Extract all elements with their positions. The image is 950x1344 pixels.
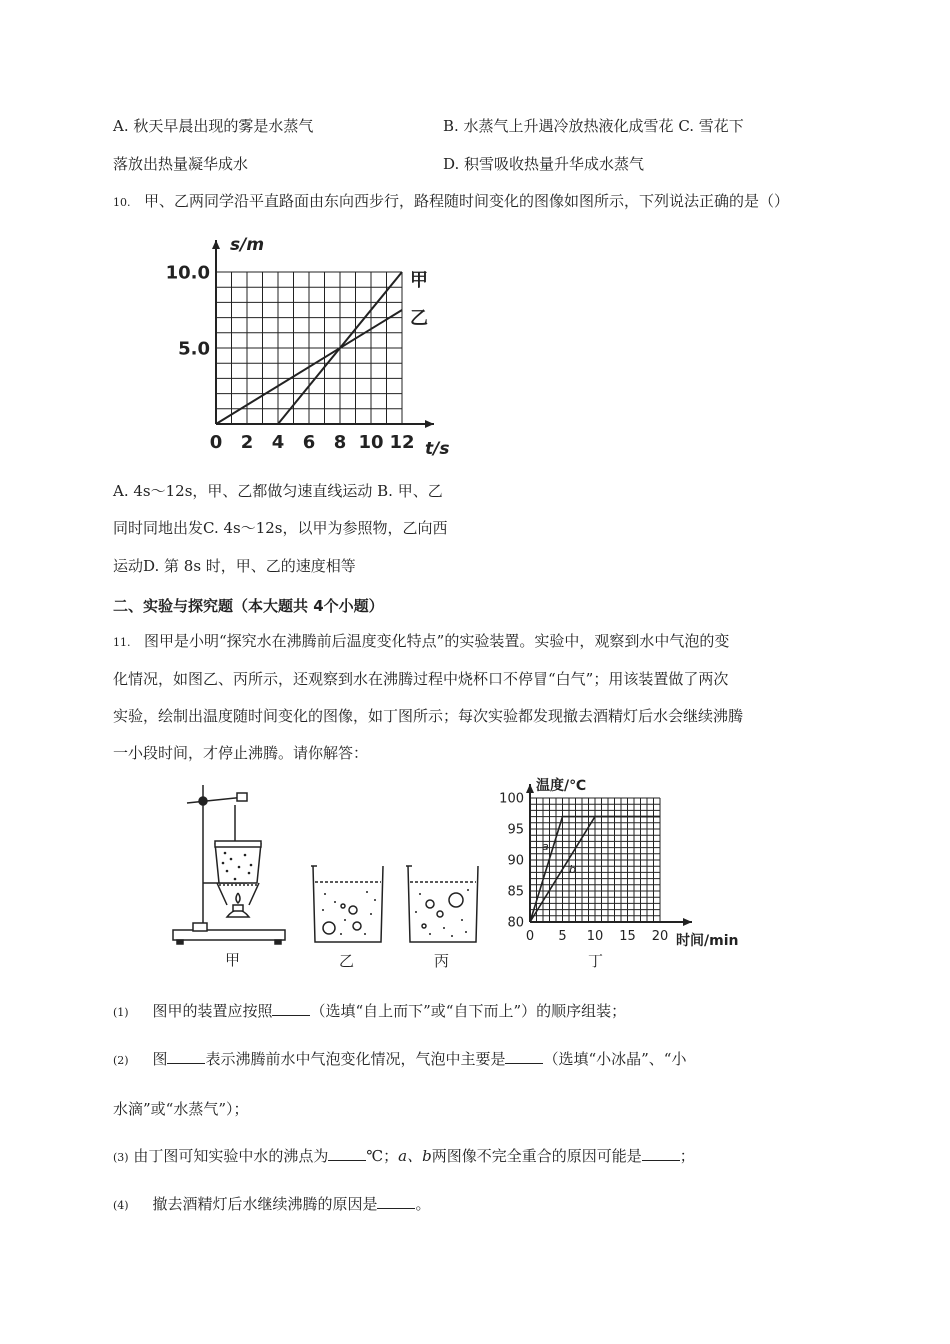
q11-sub3-text-a: 由丁图可知实验中水的沸点为 bbox=[133, 1147, 329, 1165]
temp-series-label-b: b bbox=[569, 863, 576, 876]
fig-label-bing: 丙 bbox=[434, 952, 450, 970]
q11-sub2-text-b: 表示沸腾前水中气泡变化情况，气泡中主要是 bbox=[205, 1050, 506, 1068]
temp-chart-ylabel: 温度/℃ bbox=[536, 778, 587, 794]
q11-sub3-num: (3) bbox=[113, 1151, 129, 1164]
x-tick-label: 4 bbox=[271, 432, 285, 453]
q11-sub2-text-a: 图 bbox=[152, 1050, 168, 1068]
q9-option-c-cont: 落放出热量凝华成水 bbox=[113, 155, 249, 173]
q11-sub2 bbox=[113, 1049, 686, 1071]
x-tick-label: 15 bbox=[619, 929, 636, 944]
q11-sub4-text-a: 撤去酒精灯后水继续沸腾的原因是 bbox=[152, 1195, 378, 1213]
x-axis-arrow bbox=[683, 918, 692, 926]
x-tick-label: 2 bbox=[240, 432, 254, 453]
q11-sub4 bbox=[113, 1194, 430, 1216]
q11-line3: 实验，绘制出温度随时间变化的图像，如丁图所示；每次实验都发现撤去酒精灯后水会继续沸腾 bbox=[113, 707, 744, 725]
x-axis-arrow bbox=[425, 420, 434, 428]
y-tick-label: 5.0 bbox=[178, 338, 210, 360]
beaker-bing-figure bbox=[400, 862, 485, 972]
q11-sub1-num: (1) bbox=[113, 1006, 129, 1019]
q11-number: 11. bbox=[113, 636, 131, 649]
y-tick-label: 10.0 bbox=[165, 262, 210, 284]
answer-blank[interactable] bbox=[377, 1194, 415, 1209]
answer-blank[interactable] bbox=[642, 1146, 680, 1161]
x-tick-label: 0 bbox=[525, 929, 535, 944]
section2-title: 二、实验与探究题（本大题共 4个小题） bbox=[113, 597, 384, 615]
st-series-label-yi: 乙 bbox=[410, 308, 428, 329]
q9-option-a: A. 秋天早晨出现的雾是水蒸气 bbox=[113, 117, 314, 135]
temp-series-label-a: a bbox=[542, 840, 549, 853]
y-tick-label: 85 bbox=[507, 884, 524, 900]
st-chart-axes bbox=[212, 240, 434, 428]
x-tick-label: 10 bbox=[586, 929, 604, 944]
q11-sub1-text-a: 图甲的装置应按照 bbox=[152, 1002, 273, 1020]
temp-chart-xlabel: 时间/min bbox=[676, 933, 739, 949]
q11-line4: 一小段时间，才停止沸腾。请你解答： bbox=[113, 744, 369, 762]
fig-label-ding: 丁 bbox=[588, 952, 604, 970]
answer-blank[interactable] bbox=[328, 1146, 366, 1161]
x-tick-label: 6 bbox=[302, 432, 316, 453]
q11-sub3 bbox=[113, 1146, 695, 1168]
apparatus-figure bbox=[165, 775, 295, 970]
x-tick-label: 8 bbox=[333, 432, 347, 453]
q10-options-line3: 运动D. 第 8s 时，甲、乙的速度相等 bbox=[113, 557, 356, 575]
q10-number: 10. bbox=[113, 196, 131, 209]
q11-sub4-text-b: 。 bbox=[415, 1195, 431, 1213]
x-tick-label: 12 bbox=[389, 432, 415, 453]
q11-line1: 图甲是小明“探究水在沸腾前后温度变化特点”的实验装置。实验中，观察到水中气泡的变 bbox=[144, 632, 730, 650]
fig-label-jia: 甲 bbox=[225, 951, 241, 969]
y-axis-arrow bbox=[526, 784, 534, 793]
q10-options-line2: 同时同地出发C. 4s～12s，以甲为参照物，乙向西 bbox=[113, 519, 448, 537]
y-axis-arrow bbox=[212, 240, 220, 249]
x-tick-label: 5 bbox=[558, 929, 567, 944]
y-tick-label: 95 bbox=[507, 822, 524, 838]
answer-blank[interactable] bbox=[505, 1049, 543, 1064]
q9-option-b: B. 水蒸气上升遇冷放热液化成雪花 C. 雪花下 bbox=[443, 117, 744, 135]
q11-sub2-cont: 水滴”或“水蒸气”）； bbox=[113, 1100, 249, 1118]
q10-options-line1: A. 4s～12s，甲、乙都做匀速直线运动 B. 甲、乙 bbox=[113, 482, 443, 500]
q10-stem: 甲、乙两同学沿平直路面由东向西步行，路程随时间变化的图像如图所示，下列说法正确的是（） bbox=[144, 192, 790, 210]
answer-blank[interactable] bbox=[272, 1001, 310, 1016]
st-series-label-jia: 甲 bbox=[410, 270, 428, 291]
q11-sub1 bbox=[113, 1001, 626, 1023]
beaker-yi-figure bbox=[305, 862, 390, 972]
x-tick-label: 20 bbox=[651, 929, 669, 944]
q11-sub2-text-c: （选填“小冰晶”、“小 bbox=[543, 1050, 687, 1068]
q11-sub4-num: (4) bbox=[113, 1199, 129, 1212]
y-tick-label: 100 bbox=[499, 791, 524, 807]
q11-sub3-text-e: ； bbox=[679, 1147, 695, 1165]
temp-chart bbox=[490, 770, 750, 970]
q11-sub3-text-d: 两图像不完全重合的原因可能是 bbox=[431, 1147, 642, 1165]
st-chart bbox=[160, 228, 460, 468]
q11-line2: 化情况，如图乙、丙所示，还观察到水在沸腾过程中烧杯口不停冒“白气”；用该装置做了两次 bbox=[113, 670, 729, 688]
q11-sub3-text-b: ℃； bbox=[366, 1147, 399, 1165]
st-chart-grid bbox=[216, 272, 402, 424]
q11-sub1-text-b: （选填“自上而下”或“自下而上”）的顺序组装； bbox=[310, 1002, 627, 1020]
fig-label-yi: 乙 bbox=[339, 952, 355, 970]
st-chart-ylabel: s/m bbox=[230, 235, 265, 255]
x-tick-label: 10 bbox=[358, 432, 384, 453]
y-tick-label: 80 bbox=[507, 915, 524, 931]
q9-option-d: D. 积雪吸收热量升华成水蒸气 bbox=[443, 155, 645, 173]
q11-sub3-text-c: a、b bbox=[398, 1147, 432, 1165]
y-tick-label: 90 bbox=[507, 853, 524, 869]
q11-sub2-num: (2) bbox=[113, 1054, 129, 1067]
answer-blank[interactable] bbox=[167, 1049, 205, 1064]
st-chart-xlabel: t/s bbox=[425, 439, 450, 459]
x-tick-label: 0 bbox=[209, 432, 223, 453]
